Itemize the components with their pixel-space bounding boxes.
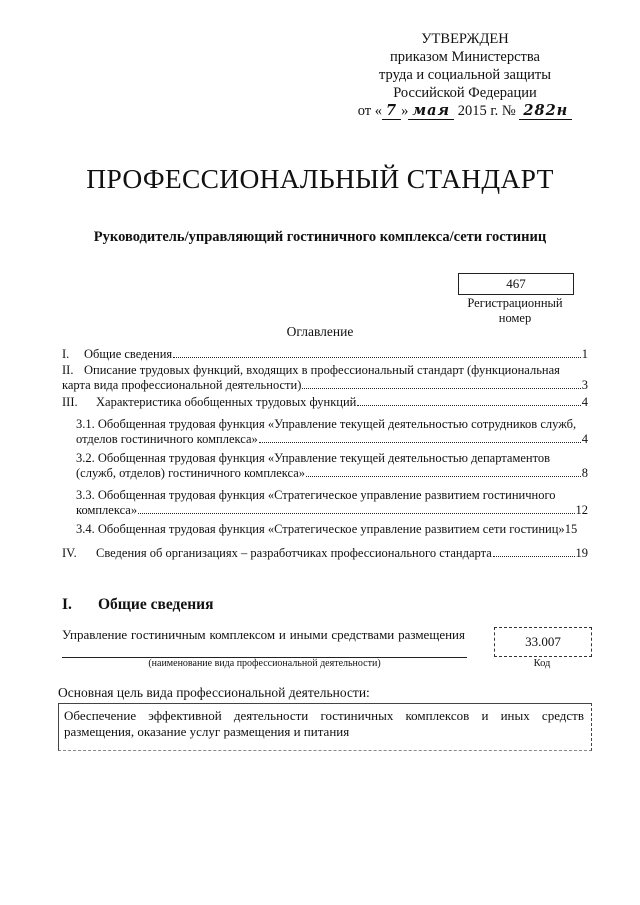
toc-item[interactable] [62, 546, 588, 561]
toc-item-page: 8 [581, 466, 588, 480]
toc-item[interactable] [62, 395, 588, 410]
section-title: Общие сведения [98, 596, 214, 613]
date-mid: » [401, 103, 409, 119]
toc-item[interactable] [76, 451, 588, 481]
activity-name: Управление гостиничным комплексом и иными средствами размещения [62, 627, 465, 642]
page-title: ПРОФЕССИОНАЛЬНЫЙ СТАНДАРТ [86, 163, 554, 194]
goal-text: Обеспечение эффективной деятельности гостиничных комплексов и иных средств размещения, оказание услуг размещения и питания [64, 708, 584, 739]
toc-item-text-cont: комплекса» [76, 503, 138, 517]
toc-item[interactable] [62, 363, 588, 393]
registration-number-box: 467 [458, 273, 574, 295]
registration-label [448, 296, 582, 326]
code-box: 33.007 [494, 627, 592, 657]
toc-item-page: 1 [581, 347, 588, 361]
toc-item-text: Сведения об организациях – разработчиках профессионального стандарта [96, 546, 492, 560]
toc-item-number: III. [62, 395, 78, 409]
toc-item-text: 3.1. Обобщенная трудовая функция «Управление текущей деятельностью сотрудников служб, [76, 417, 577, 431]
toc-item-number: II. [62, 363, 74, 377]
section-number: I. [62, 596, 72, 613]
toc-item[interactable] [62, 347, 588, 362]
toc-item-text-cont: отделов гостиничного комплекса» [76, 432, 258, 446]
approval-date-line [345, 102, 585, 120]
toc-leader [302, 378, 580, 389]
date-prefix: от « [357, 103, 383, 119]
approval-line-3: труда и социальной защиты [379, 67, 551, 83]
date-year: 2015 г. № [457, 103, 516, 119]
toc-item[interactable] [76, 522, 602, 537]
toc-item[interactable] [76, 488, 588, 518]
toc-item-text: Общие сведения [84, 347, 173, 361]
toc-item-text: 3.3. Обобщенная трудовая функция «Стратегическое управление развитием гостиничного [76, 488, 556, 502]
toc-item-text-cont: (служб, отделов) гостиничного комплекса» [76, 466, 306, 480]
toc-item-page: 12 [575, 503, 588, 517]
toc-item-number: I. [62, 347, 70, 361]
toc-item-text: 3.2. Обобщенная трудовая функция «Управление текущей деятельностью департаментов [76, 451, 551, 465]
toc-item-page: 3 [581, 378, 588, 392]
approval-line-4: Российской Федерации [393, 85, 537, 101]
approval-block [345, 30, 585, 120]
page-subtitle: Руководитель/управляющий гостиничного комплекса/сети гостиниц [93, 229, 547, 245]
toc-title: Оглавление [286, 324, 354, 339]
toc-leader [259, 432, 581, 443]
section-heading [62, 596, 213, 614]
registration-label-line-2: номер [498, 311, 532, 325]
date-month: мая [408, 102, 454, 120]
toc-item-number: IV. [62, 546, 77, 560]
toc-item-page: 4 [581, 395, 588, 409]
toc-leader [173, 347, 581, 358]
registration-label-line-1: Регистрационный [467, 296, 563, 310]
toc-item-page: 19 [575, 546, 588, 560]
goal-label: Основная цель вида профессиональной деятельности: [58, 685, 370, 700]
toc-item-text: 3.4. Обобщенная трудовая функция «Стратегическое управление развитием сети гостиниц» [76, 522, 565, 536]
toc-item-text: Характеристика обобщенных трудовых функций [96, 395, 357, 409]
toc-leader [493, 546, 575, 557]
activity-caption: (наименование вида профессиональной деятельности) [148, 658, 381, 669]
order-number: 282н [519, 102, 572, 120]
toc-item-page: 15 [564, 522, 578, 536]
toc-leader [138, 503, 574, 514]
date-day: 7 [382, 102, 401, 120]
toc-leader [357, 395, 580, 406]
toc-item[interactable] [76, 417, 588, 447]
approval-line-1: УТВЕРЖДЕН [421, 31, 509, 47]
toc-item-text-cont: карта вида профессиональной деятельности) [62, 378, 302, 392]
toc-leader [306, 466, 581, 477]
toc-item-page: 4 [581, 432, 588, 446]
toc-item-text: Описание трудовых функций, входящих в профессиональный стандарт (функциональная [84, 363, 560, 377]
approval-line-2: приказом Министерства [390, 49, 540, 65]
code-label: Код [533, 658, 551, 669]
